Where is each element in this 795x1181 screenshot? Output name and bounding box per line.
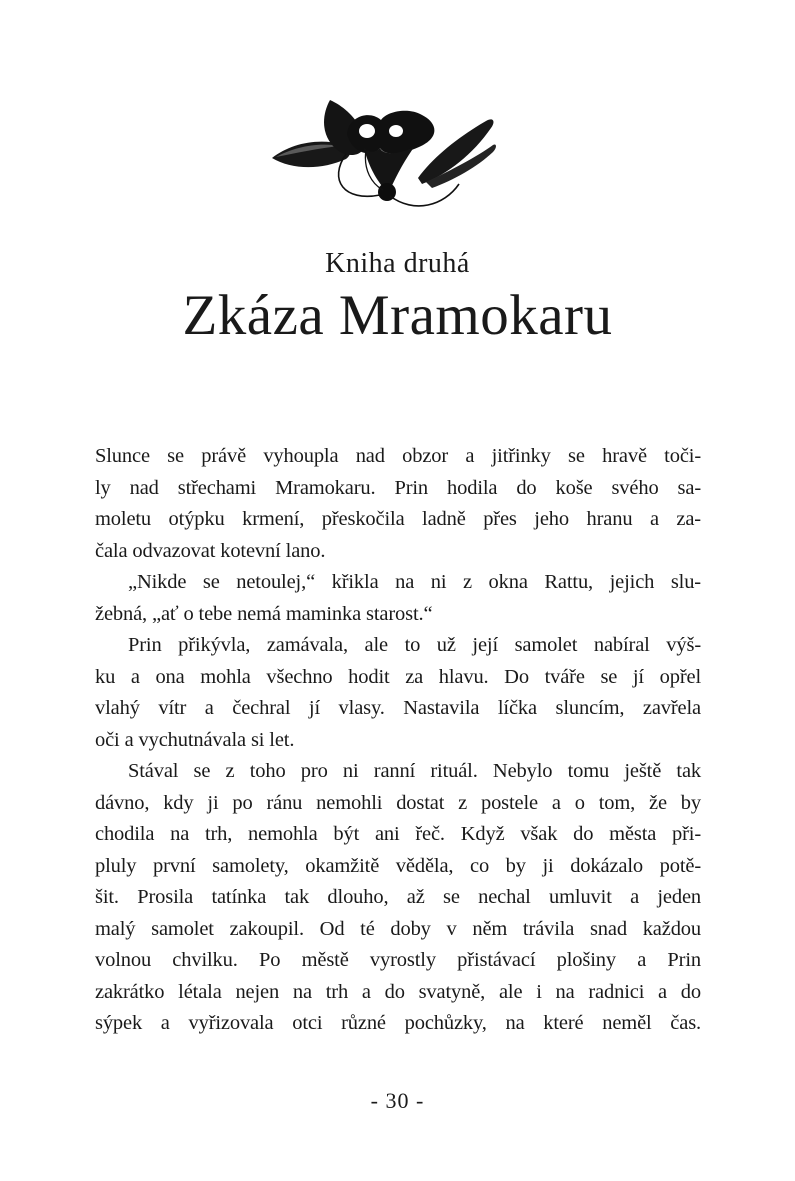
text-line: moletu otýpku krmení, přeskočila ladně přes jeho hranu a za-: [95, 508, 701, 530]
text-line: Prin přikývla, zamávala, ale to už její samolet nabíral výš-: [128, 634, 701, 656]
section-label: Kniha druhá: [325, 248, 470, 279]
text-line: dávno, kdy ji po ránu nemohli dostat z postele a o tom, že by: [95, 791, 701, 814]
floral-ornament: [268, 98, 498, 212]
bloom-opening-left: [359, 124, 375, 138]
text-line: ly nad střechami Mramokaru. Prin hodila do koše svého sa-: [95, 476, 701, 499]
text-line: zakrátko létala nejen na trh a do svatyně, ale i na radnici a do: [95, 980, 701, 1003]
paragraph: [95, 756, 701, 1040]
text-line: volnou chvilku. Po městě vyrostly přistávací plošiny a Prin: [95, 949, 701, 971]
flower-ornament-graphic: [268, 98, 498, 212]
paragraph: [95, 630, 701, 756]
text-line: malý samolet zakoupil. Od té doby v něm trávila snad každou: [95, 917, 701, 940]
text-line: chodila na trh, nemohla být ani řeč. Když však do města při-: [95, 823, 701, 845]
page-title: Zkáza Mramokaru: [182, 284, 613, 347]
text-line: pluly první samolety, okamžitě věděla, co by ji dokázalo potě-: [95, 854, 701, 877]
text-line: čala odvazovat kotevní lano.: [95, 539, 326, 562]
text-line: sýpek a vyřizovala otci různé pochůzky, na které neměl čas.: [95, 1012, 701, 1034]
page-number: - 30 -: [370, 1088, 425, 1113]
body-text: [95, 441, 701, 1040]
paragraph: [95, 441, 701, 567]
text-line: žebná, „ať o tebe nemá maminka starost.“: [95, 602, 433, 625]
text-line: vlahý vítr a čechral jí vlasy. Nastavila líčka sluncím, zavřela: [95, 697, 701, 719]
tendril-right: [390, 184, 459, 206]
text-line: oči a vychutnávala si let.: [95, 728, 295, 751]
paragraph: [95, 567, 701, 630]
text-line: ku a ona mohla všechno hodit za hlavu. Do tváře se jí opřel: [95, 665, 701, 688]
text-line: Stával se z toho pro ni ranní rituál. Nebylo tomu ještě tak: [128, 760, 701, 782]
text-line: „Nikde se netoulej,“ křikla na ni z okna Rattu, jejich slu-: [128, 571, 701, 593]
bloom-opening-right: [389, 125, 403, 137]
text-line: šit. Prosila tatínka tak dlouho, až se nechal umluvit a jeden: [95, 886, 701, 908]
text-line: Slunce se právě vyhoupla nad obzor a jitřinky se hravě toči-: [95, 445, 701, 467]
